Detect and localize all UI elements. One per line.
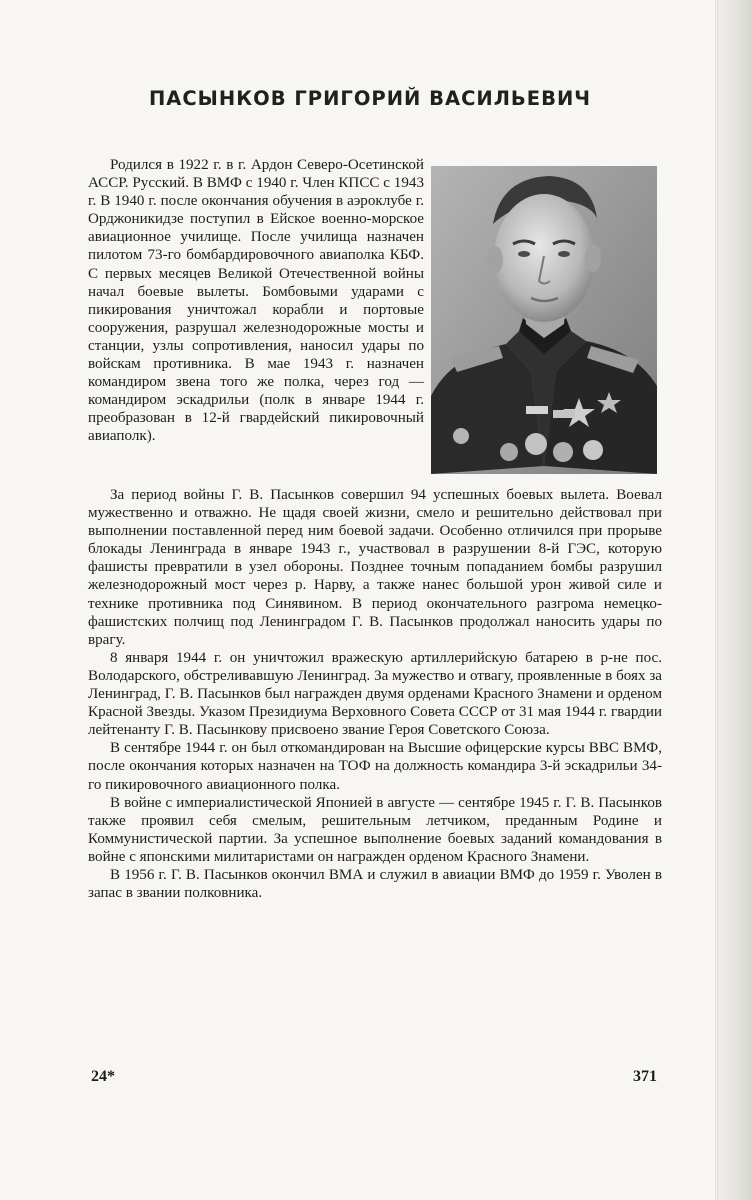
biography-text — [88, 156, 662, 902]
page-edge — [717, 0, 752, 1200]
paragraph-6: В 1956 г. Г. В. Пасынков окончил ВМА и служил в авиации ВМФ до 1959 г. Уволен в запас в звании полковника. — [88, 866, 662, 902]
page-title: ПАСЫНКОВ ГРИГОРИЙ ВАСИЛЬЕВИЧ — [148, 87, 592, 110]
paragraph-4: В сентябре 1944 г. он был откомандирован на Высшие офицерские курсы ВВС ВМФ, после окончания которых назначен на ТОФ на должность командира 3-й эскадрильи 34-го пикировочного авиационного полка. — [88, 740, 662, 793]
paragraph-5: В войне с империалистической Японией в августе — сентябре 1945 г. Г. В. Пасынков также проявил себя смелым, решительным летчиком, преданным Родине и Коммунистической партии. За успешное выполнение боевых заданий командования в войне с японскими милитаристами он награжден орденом Красного Знамени. — [88, 794, 662, 865]
paragraph-2: За период войны Г. В. Пасынков совершил 94 успешных боевых вылета. Воевал мужественно и отважно. Не щадя своей жизни, смело и решительно действовал при выполнении поставленной перед ним боевой задачи. Особенно отличился при прорыве блокады Ленинграда в январе 1943 г., участвовал в разрушении 8-й ГЭС, которую фашисты превратили в узел обороны. Позднее точным попаданием бомбы разрушил железнодорожный мост через р. Нарву, а также нанес большой урон живой силе и технике противника под Синявином. В период окончательного разгрома немецко-фашистских полчищ под Ленинградом Г. В. Пасынков продолжал наносить удары по врагу. — [88, 487, 662, 648]
page-number: 371 — [633, 1068, 657, 1085]
page-edge-line — [715, 0, 716, 1200]
signature-mark: 24* — [91, 1068, 115, 1085]
paragraph-3: 8 января 1944 г. он уничтожил вражескую артиллерийскую батарею в р-не пос. Володарского, обстреливавшую Ленинград. За мужество и отвагу, проявленные в боях за Ленинград, Г. В. Пасынков был награжден двумя орденами Красного Знамени и орденом Красной Звезды. Указом Президиума Верховного Совета СССР от 31 мая 1944 г. гвардии лейтенанту Г. В. Пасынкову присвоено звание Героя Советского Союза. — [88, 649, 662, 739]
paragraph-1: Родился в 1922 г. в г. Ардон Северо-Осетинской АССР. Русский. В ВМФ с 1940 г. Член КПСС с 1943 г. В 1940 г. после окончания обучения в аэроклубе г. Орджоникидзе поступил в Ейское военно-морское авиационное училище. После училища назначен пилотом 73-го бомбардировочного авиаполка КБФ. С первых месяцев Великой Отечественной войны начал боевые вылеты. Бомбовыми ударами с пикирования уничтожал корабли и портовые сооружения, разрушал железнодорожные мосты и станции, узлы сопротивления, наносил удары по войскам противника. В мае 1943 г. назначен командиром звена того же полка, через год — командиром эскадрильи (полк в январе 1944 г. преобразован в 12-й гвардейский пикировочный авиаполк). — [88, 157, 424, 445]
